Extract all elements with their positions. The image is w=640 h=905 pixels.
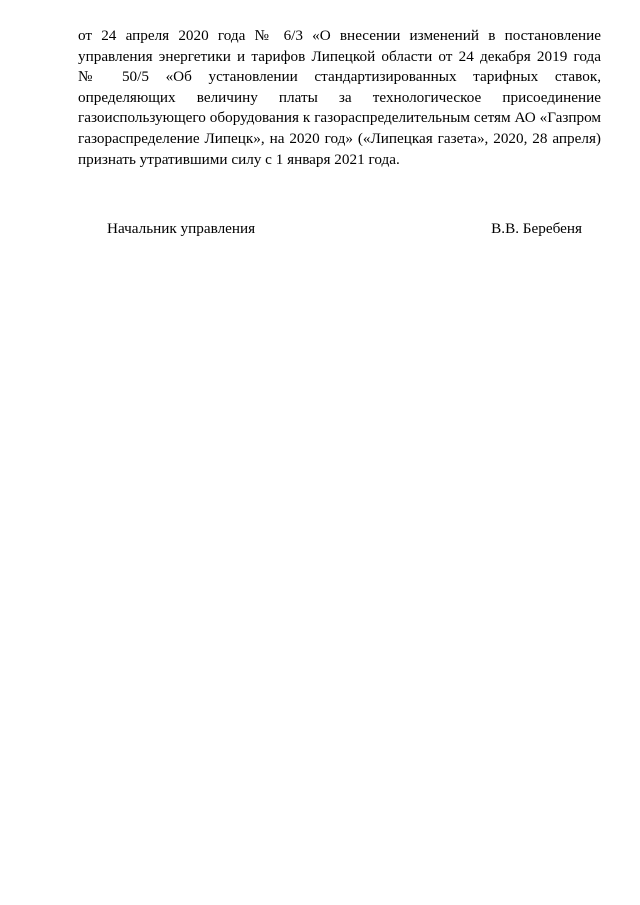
paragraph-line-1: от 24 апреля 2020 года № 6/3 «О внесении изменений в постановление (78, 27, 601, 44)
paragraph-line-4: определяющих величину платы за технологическое присоединение (78, 88, 601, 106)
paragraph-line-5: газоиспользующего оборудования к газораспределительным сетям АО «Газпром (78, 109, 601, 127)
paragraph-line-6: газораспределение Липецк», на 2020 год» («Липецкая газета», 2020, 28 апреля) (78, 129, 601, 147)
body-paragraph (78, 26, 601, 170)
signature-block (107, 218, 582, 242)
paragraph-line-2: управления энергетики и тарифов Липецкой области от 24 декабря 2019 года (78, 47, 601, 65)
paragraph-line-7: признать утратившими силу с 1 января 2021 года. (78, 150, 400, 168)
signatory-title: Начальник управления (107, 220, 256, 237)
signatory-name: В.В. Беребеня (491, 220, 582, 237)
paragraph-line-3: № 50/5 «Об установлении стандартизированных тарифных ставок, (78, 68, 601, 86)
